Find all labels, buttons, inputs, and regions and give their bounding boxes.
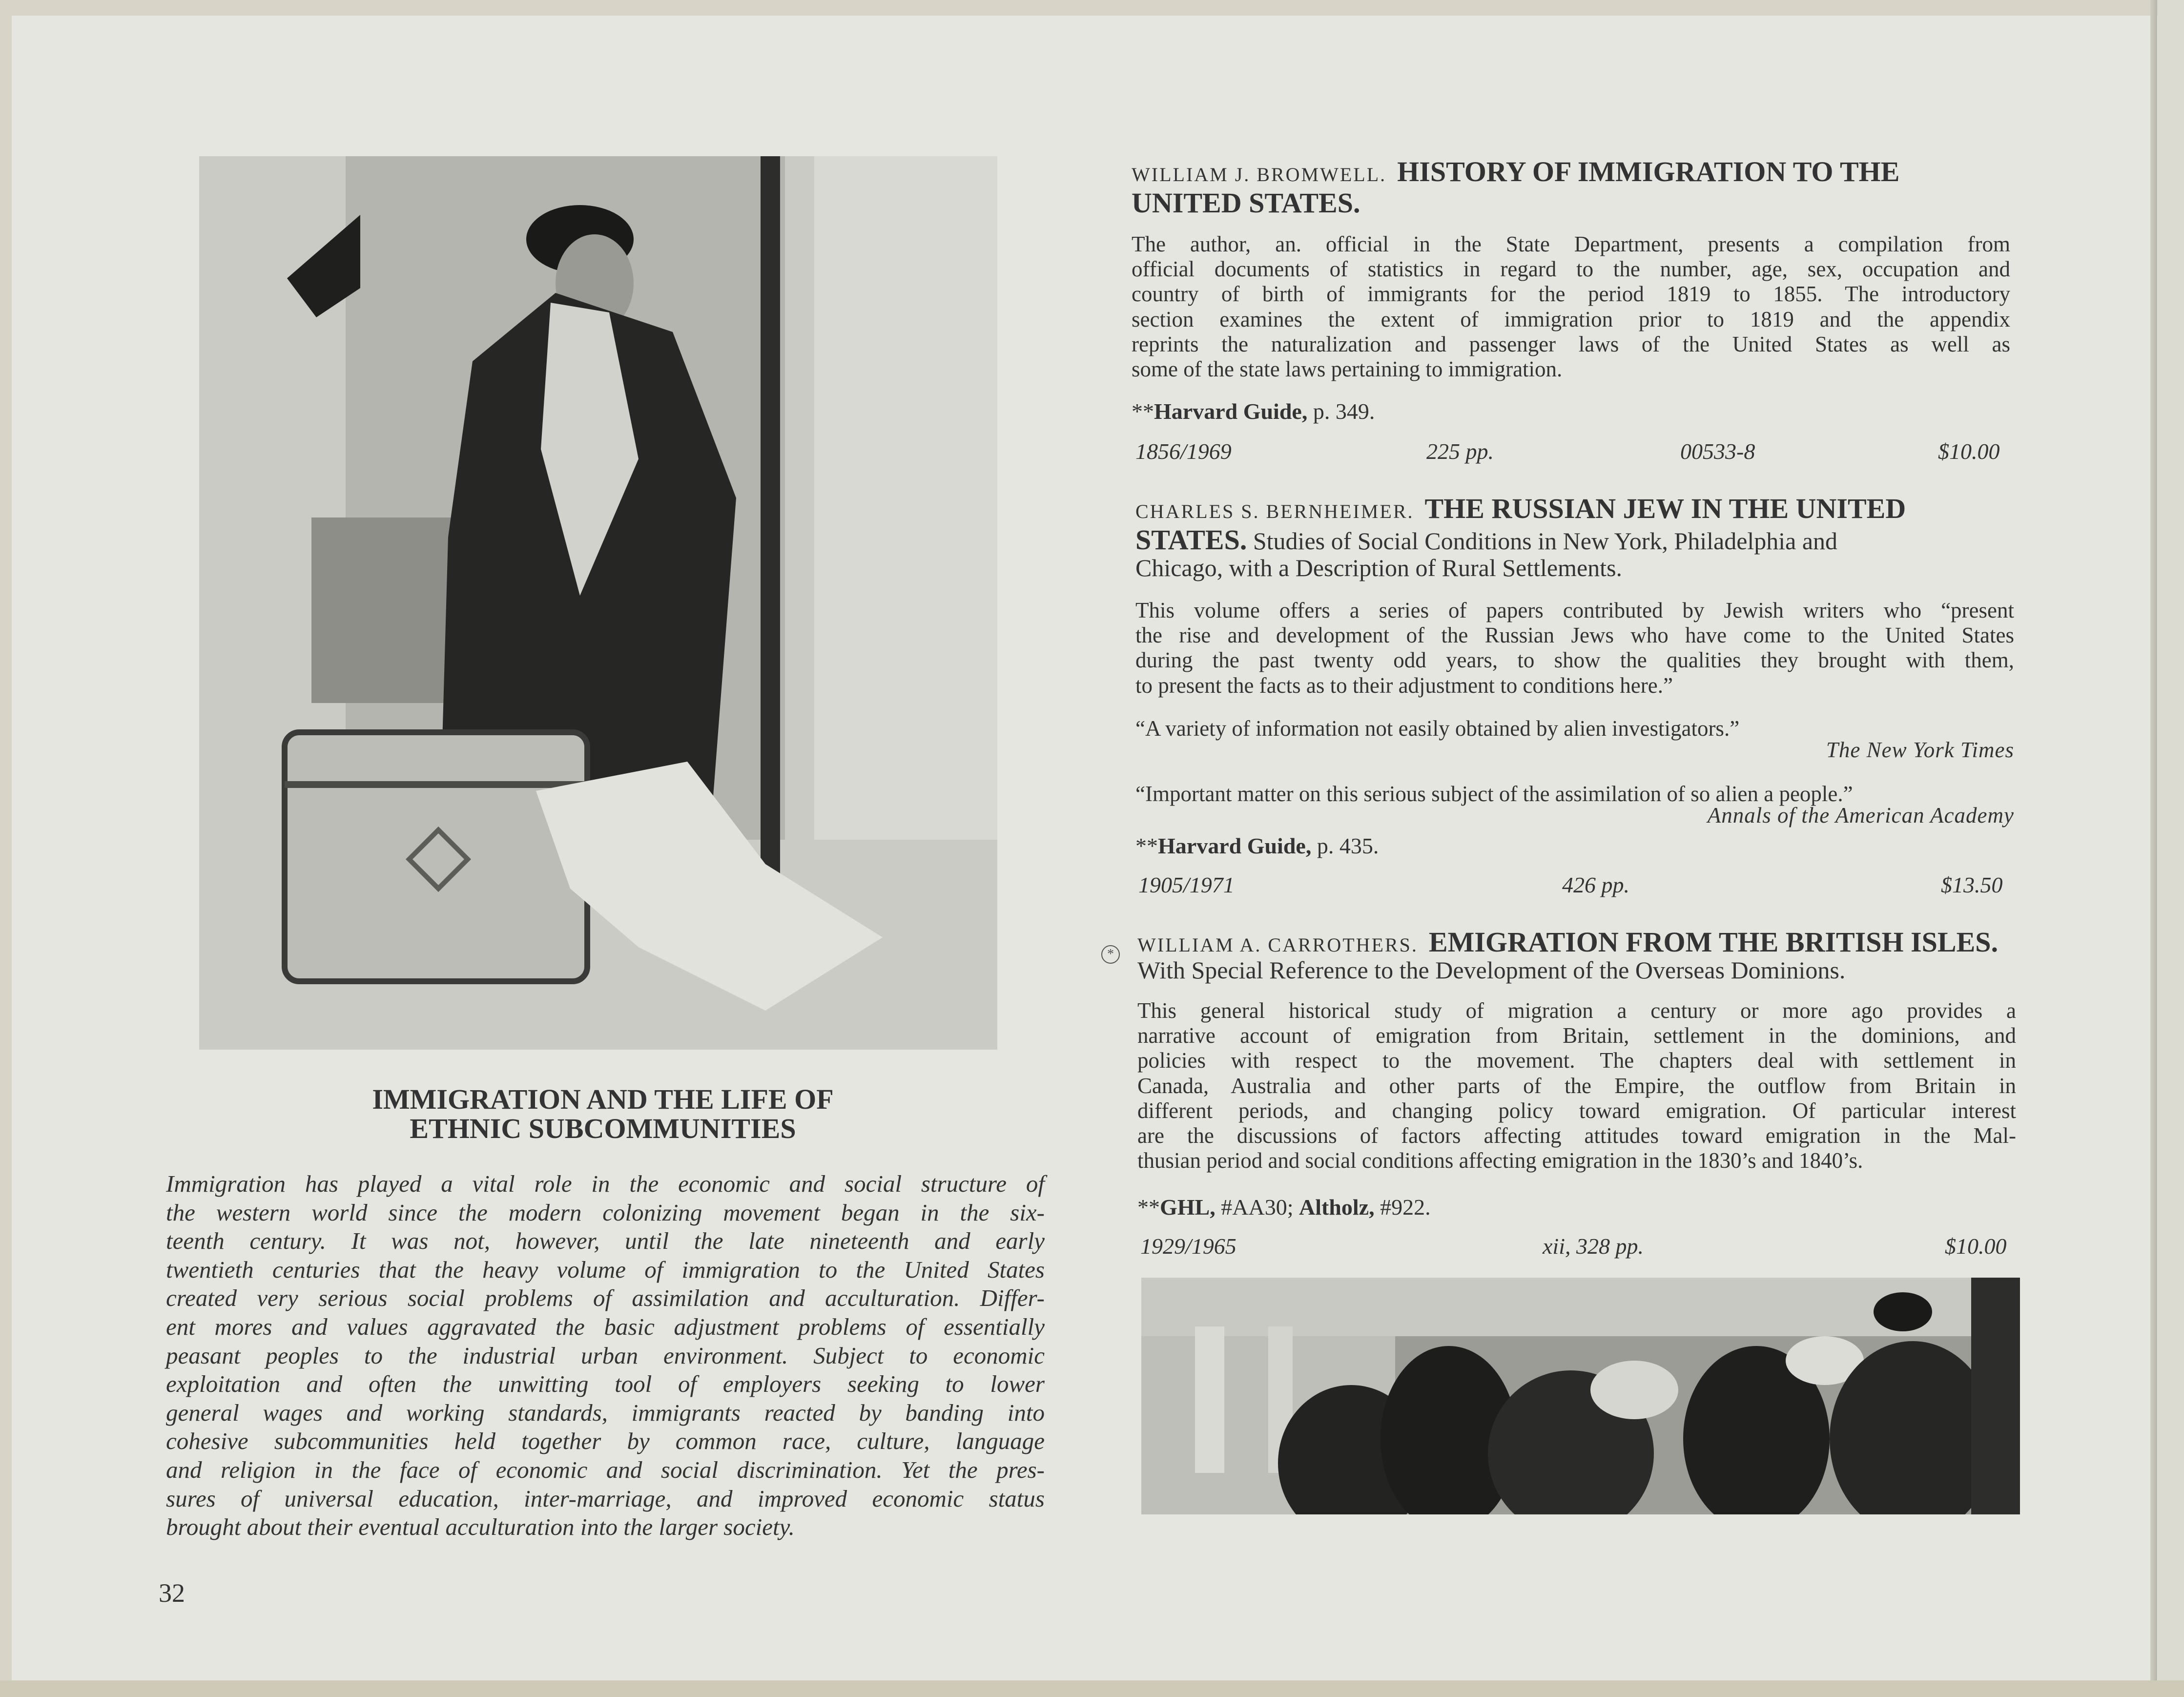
entry-pages: 225 pp. (1426, 439, 1494, 464)
ref-prefix: ** (1132, 399, 1154, 424)
intro-line: Immigration has played a vital role in the economic and social structure of (166, 1170, 1045, 1197)
entry-description (1137, 998, 2016, 1173)
desc-line: section examines the extent of immigration prior to 1819 and the appendix (1132, 307, 2010, 331)
review-quote: “A variety of information not easily obtained by alien investigators.” (1135, 716, 1740, 741)
entry-price: $10.00 (1938, 439, 2000, 464)
entry-dates: 1929/1965 (1140, 1234, 1236, 1259)
desc-line: reprints the naturalization and passenger laws of the United States as well as (1132, 331, 2010, 356)
entry-subtitle: Studies of Social Conditions in New York, Philadelphia and (1247, 527, 1838, 555)
entry-subtitle: With Special Reference to the Development of the Overseas Dominions. (1137, 956, 1846, 984)
desc-line: policies with respect to the movement. The chapters deal with settlement in (1137, 1048, 2016, 1073)
entry-pages: xii, 328 pp. (1543, 1234, 1644, 1259)
entry-title: THE RUSSIAN JEW IN THE UNITED (1424, 493, 1906, 524)
entry-description (1135, 598, 2014, 698)
section-intro (166, 1170, 1045, 1542)
intro-line: exploitation and often the unwitting tool of employers seeking to lower (166, 1370, 1045, 1398)
entry-price: $13.50 (1941, 872, 2003, 897)
desc-line: different periods, and changing policy toward emigration. Of particular interest (1137, 1098, 2016, 1123)
entry-reference (1137, 1194, 1431, 1220)
intro-line: twentieth centuries that the heavy volume of immigration to the United States (166, 1256, 1045, 1283)
immigrant-photo (199, 156, 997, 1050)
review-quote: “Important matter on this serious subject of the assimilation of so alien a people.” (1135, 782, 1853, 806)
entry-heading (1132, 155, 1899, 188)
page-bottom-edge (0, 1680, 2184, 1697)
intro-line: ent mores and values aggravated the basic adjustment problems of essentially (166, 1313, 1045, 1340)
page-number: 32 (159, 1578, 185, 1608)
entry-description (1132, 232, 2010, 382)
review-source: Annals of the American Academy (1707, 803, 2014, 828)
entry-reference (1132, 398, 1375, 424)
entry-title-cont: UNITED STATES. (1132, 187, 1360, 219)
entry-price: $10.00 (1945, 1234, 2007, 1259)
ref-page: p. 435. (1311, 833, 1379, 858)
intro-line: sures of universal education, inter-marriage, and improved economic status (166, 1485, 1045, 1512)
desc-line: to present the facts as to their adjustment to conditions here.” (1135, 673, 1673, 698)
desc-line: Canada, Australia and other parts of the Empire, the outflow from Britain in (1137, 1073, 2016, 1098)
section-title (176, 1085, 1030, 1143)
intro-line: and religion in the face of economic and social discrimination. Yet the pres- (166, 1456, 1045, 1483)
entry-dates: 1856/1969 (1135, 439, 1232, 464)
desc-line: narrative account of emigration from Britain, settlement in the dominions, and (1137, 1023, 2016, 1048)
desc-line: the rise and development of the Russian Jews who have come to the United States (1135, 623, 2014, 648)
desc-line: This volume offers a series of papers contributed by Jewish writers who “present (1135, 598, 2014, 622)
intro-line: created very serious social problems of assimilation and acculturation. Differ- (166, 1284, 1045, 1312)
page-fold (2150, 0, 2157, 1697)
ref-number: #922. (1374, 1195, 1431, 1220)
ref-source: Harvard Guide, (1158, 833, 1312, 858)
entry-heading (1135, 492, 1906, 525)
ref-page: p. 349. (1307, 399, 1375, 424)
entry-author: WILLIAM A. CARROTHERS. (1137, 934, 1418, 956)
entry-author: WILLIAM J. BROMWELL. (1132, 164, 1387, 186)
desc-line: The author, an. official in the State Department, presents a compilation from (1132, 232, 2010, 256)
ref-prefix: ** (1135, 833, 1158, 858)
entry-author: CHARLES S. BERNHEIMER. (1135, 500, 1414, 522)
intro-line: peasant peoples to the industrial urban environment. Subject to economic (166, 1342, 1045, 1369)
desc-line: official documents of statistics in regard to the number, age, sex, occupation and (1132, 257, 2010, 282)
entry-heading (1137, 926, 1998, 958)
entry-title: HISTORY OF IMMIGRATION TO THE (1397, 156, 1900, 187)
section-title-line: ETHNIC SUBCOMMUNITIES (410, 1113, 796, 1144)
ref-number: #AA30; (1215, 1195, 1299, 1220)
entry-reference (1135, 833, 1379, 859)
intro-line: the western world since the modern colonizing movement began in the six- (166, 1199, 1045, 1226)
entry-code: 00533-8 (1680, 439, 1755, 464)
entry-title: EMIGRATION FROM THE BRITISH ISLES. (1428, 926, 1999, 958)
entry-pages: 426 pp. (1562, 872, 1629, 897)
review-source: The New York Times (1826, 738, 2014, 762)
entry-subtitle: Chicago, with a Description of Rural Settlements. (1135, 554, 1623, 581)
intro-line: teenth century. It was not, however, until the late nineteenth and early (166, 1227, 1045, 1255)
ref-source: Harvard Guide, (1154, 399, 1308, 424)
desc-line: during the past twenty odd years, to show the qualities they brought with them, (1135, 648, 2014, 673)
intro-line: general wages and working standards, immigrants reacted by banding into (166, 1399, 1045, 1426)
desc-line: are the discussions of factors affecting attitudes toward emigration in the Mal- (1137, 1123, 2016, 1148)
ref-prefix: ** (1137, 1195, 1160, 1220)
ref-source: Altholz, (1298, 1195, 1375, 1220)
entry-dates: 1905/1971 (1138, 872, 1235, 897)
new-title-marker: * (1101, 945, 1120, 964)
ref-source: GHL, (1160, 1195, 1216, 1220)
immigrant-crowd-photo (1141, 1278, 2020, 1514)
desc-line: some of the state laws pertaining to immigration. (1132, 357, 1563, 382)
intro-line: brought about their eventual acculturation into the larger society. (166, 1513, 795, 1541)
desc-line: thusian period and social conditions affecting emigration in the 1830’s and 1840’s. (1137, 1148, 1863, 1173)
section-title-line: IMMIGRATION AND THE LIFE OF (372, 1083, 834, 1115)
entry-title: STATES. (1135, 524, 1247, 556)
desc-line: country of birth of immigrants for the period 1819 to 1855. The introductory (1132, 282, 2010, 307)
intro-line: cohesive subcommunities held together by common race, culture, language (166, 1428, 1045, 1455)
entry-title-cont (1135, 523, 1837, 556)
desc-line: This general historical study of migration a century or more ago provides a (1137, 998, 2016, 1023)
next-page-edge (2158, 0, 2184, 1697)
